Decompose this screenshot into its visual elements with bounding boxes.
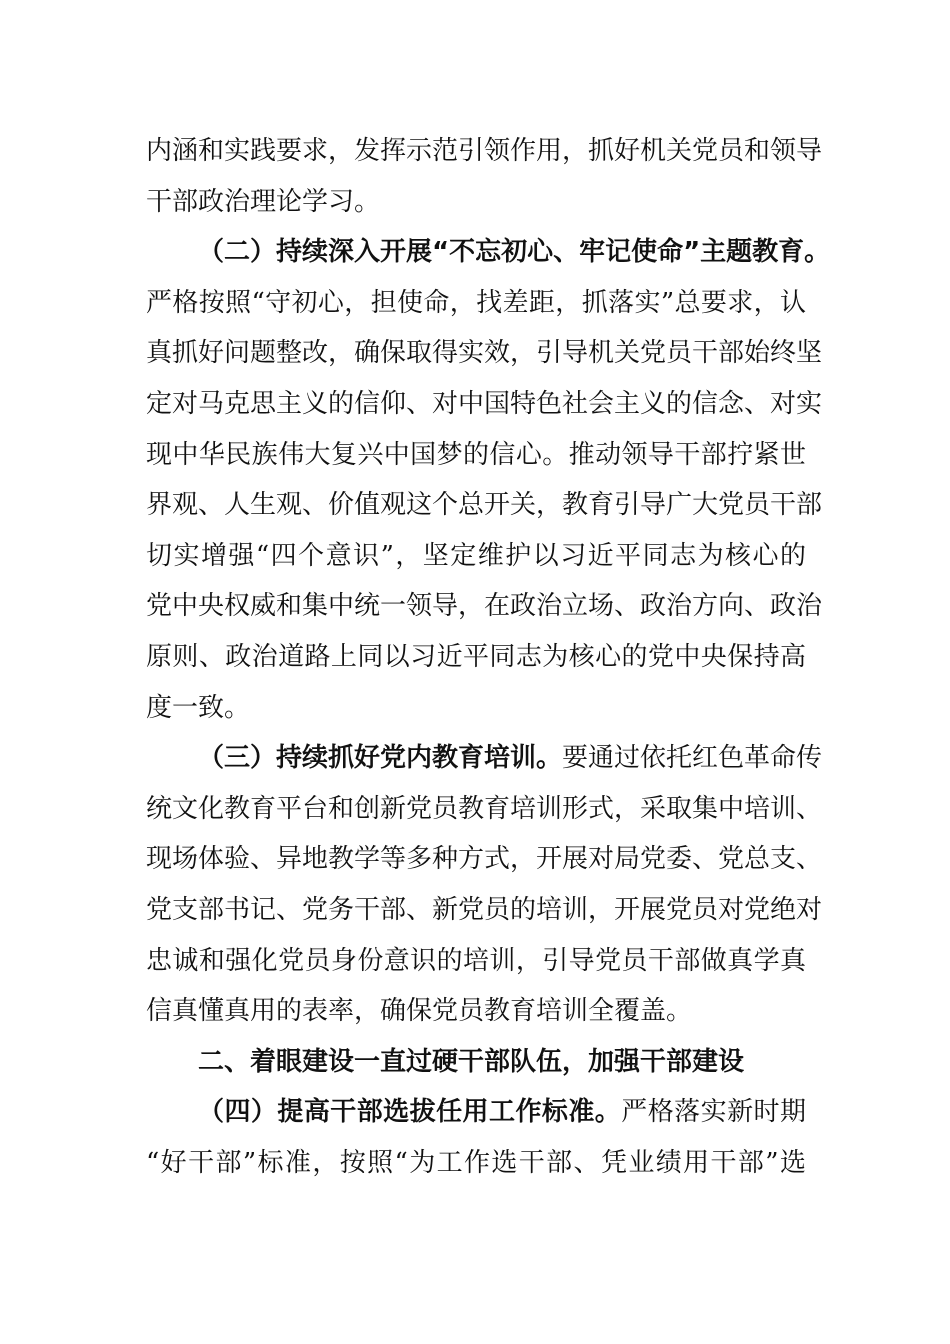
paragraph-heading: （四）提高干部选拔任用工作标准。: [198, 1097, 622, 1128]
paragraph-text: 严格落实新时期: [621, 1097, 806, 1128]
paragraph-line: 内涵和实践要求，发挥示范引领作用，抓好机关党员和领导: [146, 136, 823, 166]
paragraph-line: 严格按照“守初心，担使命，找差距，抓落实”总要求，认: [146, 287, 806, 318]
paragraph-first-line: [146, 1087, 806, 1138]
paragraph-line: 定对马克思主义的信仰、对中国特色社会主义的信念、对实: [146, 388, 823, 419]
paragraph-heading: （三）持续抓好党内教育培训。: [198, 743, 563, 774]
paragraph-line: 信真懂真用的表率，确保党员教育培训全覆盖。: [146, 996, 693, 1027]
section-heading: 二、着眼建设一直过硬干部队伍，加强干部建设: [198, 1046, 745, 1077]
paragraph-line: 真抓好问题整改，确保取得实效，引导机关党员干部始终坚: [146, 338, 823, 369]
paragraph-line: 界观、人生观、价值观这个总开关，教育引导广大党员干部: [146, 490, 823, 521]
paragraph-line: 忠诚和强化党员身份意识的培训，引导党员干部做真学真: [146, 945, 806, 976]
paragraph-line: 现中华民族伟大复兴中国梦的信心。推动领导干部拧紧世: [146, 439, 806, 470]
paragraph-text: 要通过依托红色革命传: [562, 743, 823, 774]
paragraph-first-line: [146, 733, 823, 784]
paragraph-line: “好干部”标准，按照“为工作选干部、凭业绩用干部”选: [146, 1147, 806, 1178]
paragraph-line: 度一致。: [146, 692, 251, 723]
paragraph-line: 原则、政治道路上同以习近平同志为核心的党中央保持高: [146, 641, 806, 672]
document-body: [146, 126, 831, 1188]
paragraph-line: 党中央权威和集中统一领导，在政治立场、政治方向、政治: [146, 591, 823, 622]
paragraph-line: 统文化教育平台和创新党员教育培训形式，采取集中培训、: [146, 793, 823, 824]
paragraph-line: 现场体验、异地教学等多种方式，开展对局党委、党总支、: [146, 844, 823, 875]
paragraph-heading: （二）持续深入开展“不忘初心、牢记使命”主题教育。: [198, 237, 831, 268]
paragraph-line: 干部政治理论学习。: [146, 186, 381, 217]
paragraph-line: 切实增强“四个意识”，坚定维护以习近平同志为核心的: [146, 540, 806, 571]
paragraph-line: 党支部书记、党务干部、新党员的培训，开展党员对党绝对: [146, 894, 823, 925]
